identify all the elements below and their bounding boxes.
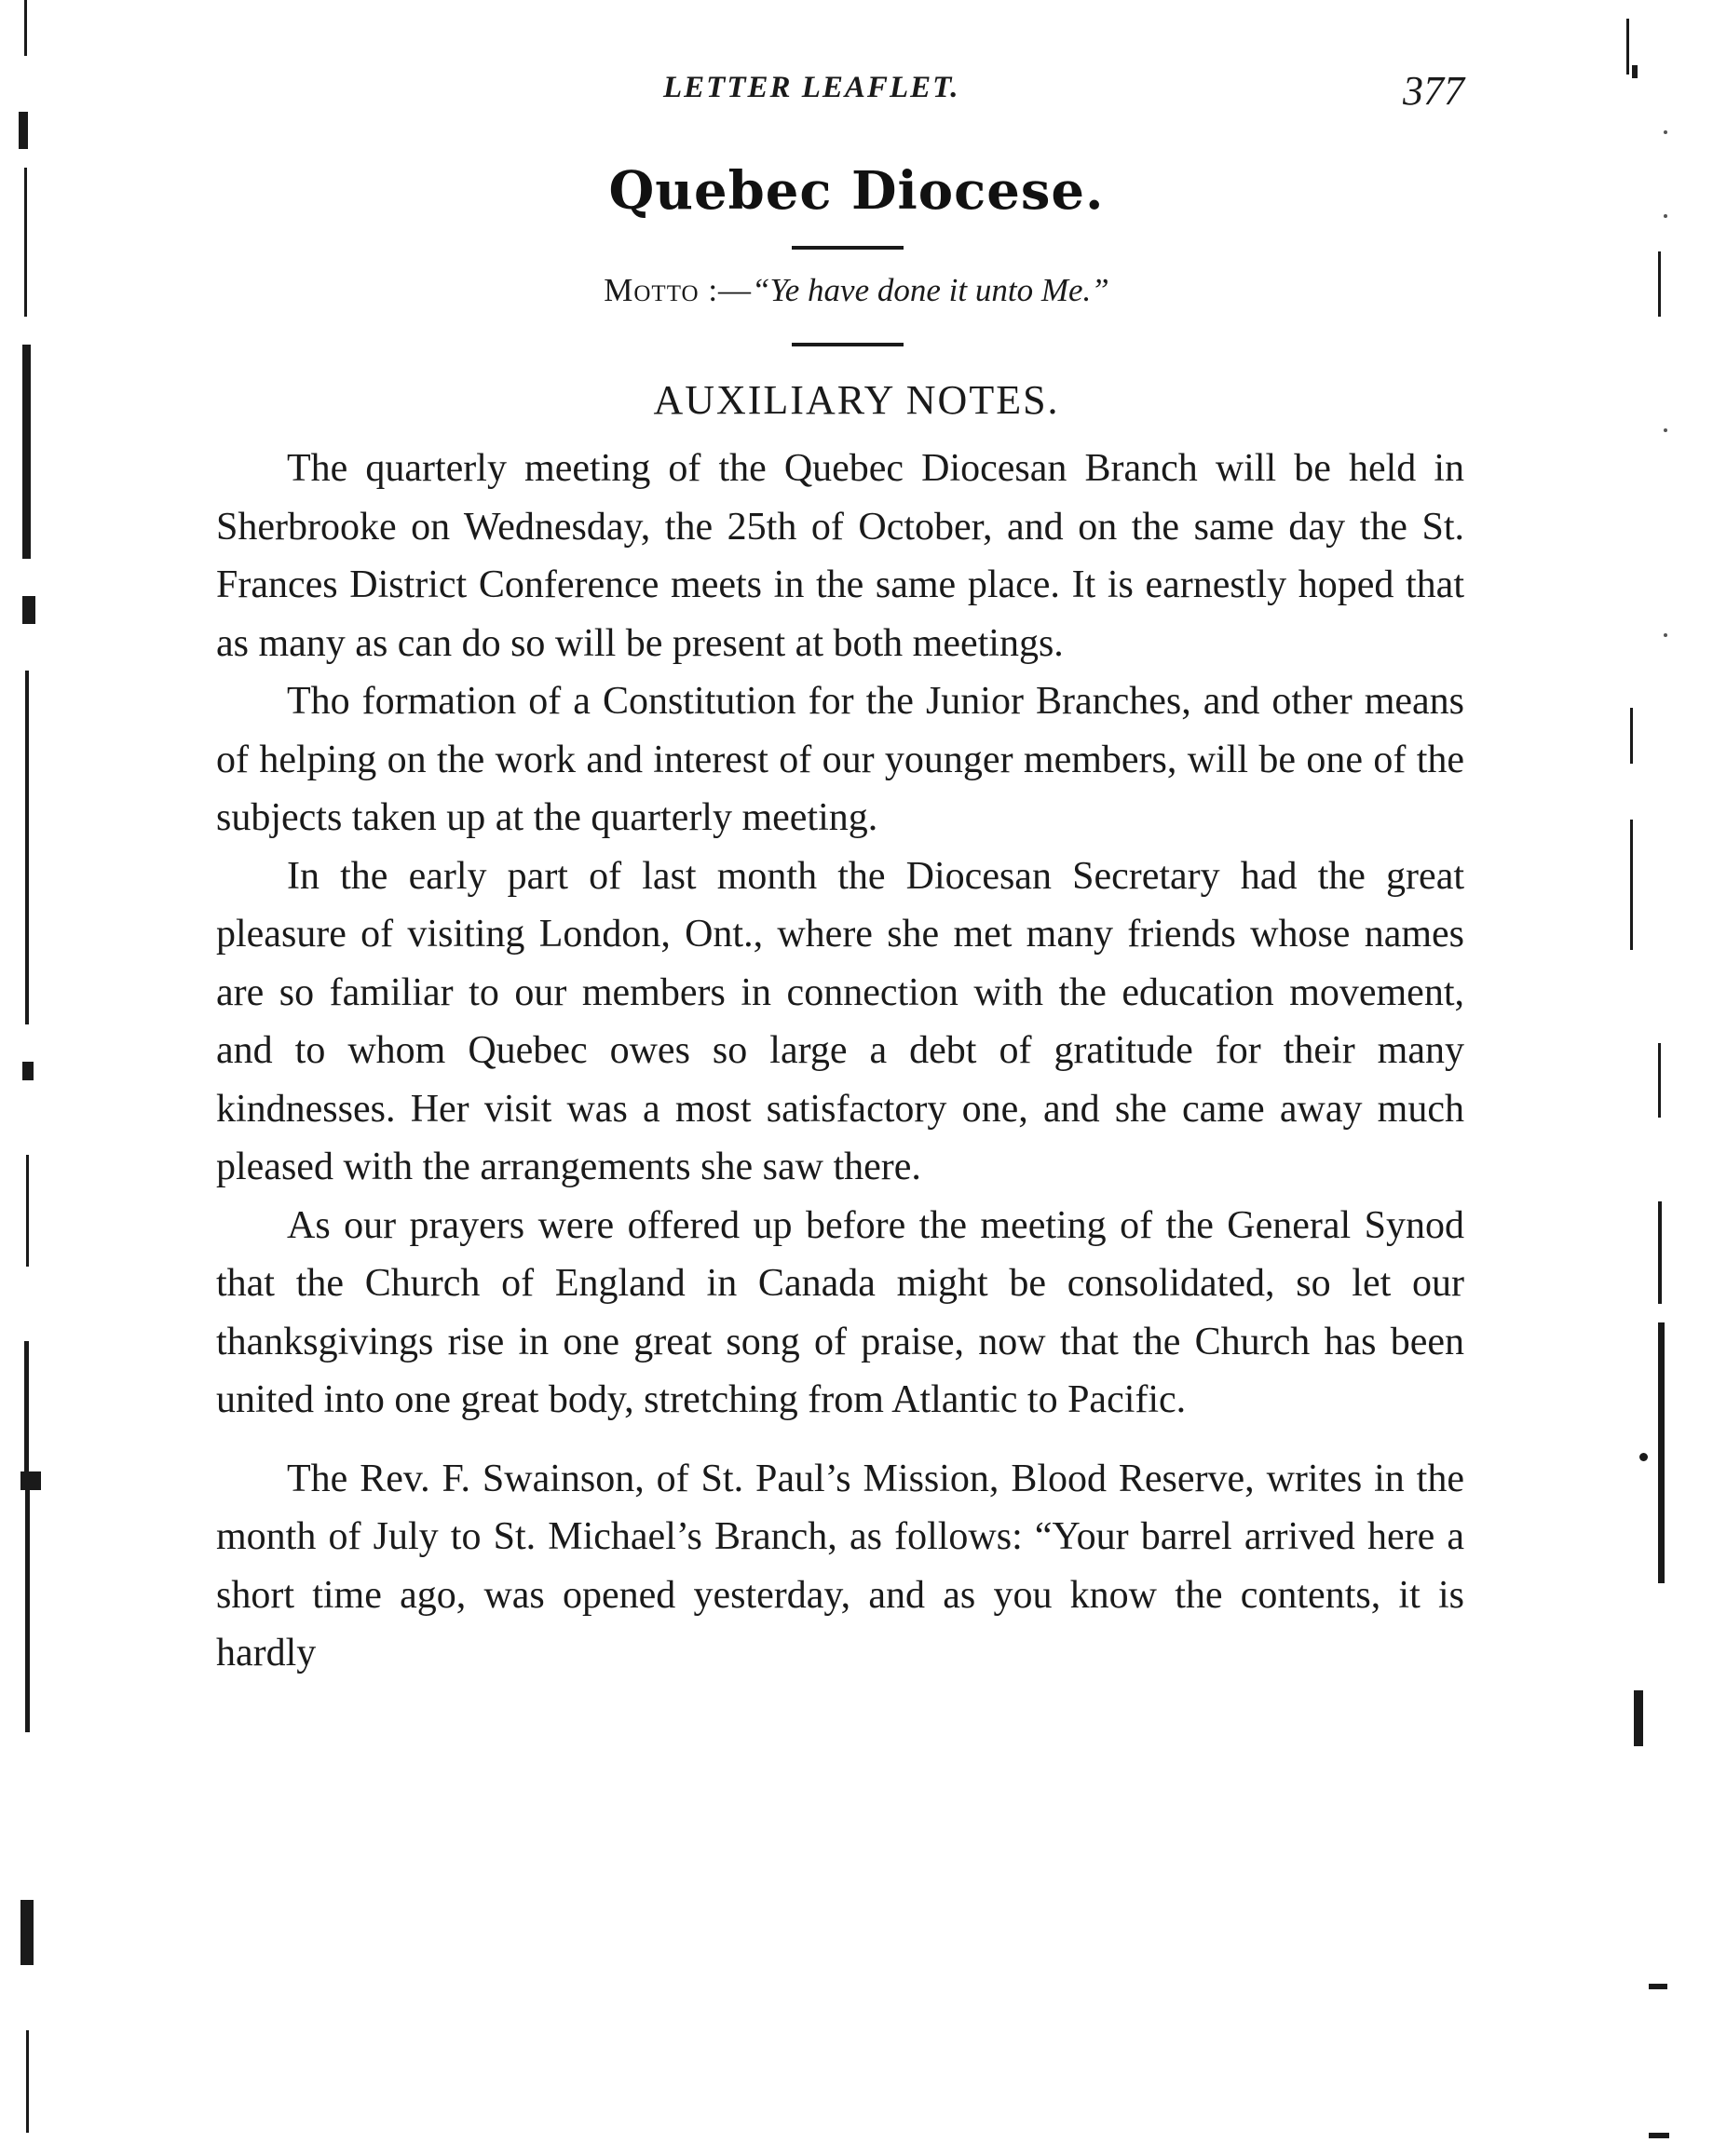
right-binding-edge: [1621, 0, 1705, 2156]
paragraph-junior-branches: Tho formation of a Constitution for the Junior Branches, and other means of helping on the work and interest of our younger members, will be one of the subjects taken up at the quarterly meeting.: [216, 680, 1464, 839]
running-head: LETTER LEAFLET.: [663, 71, 960, 104]
section-heading: AUXILIARY NOTES.: [653, 377, 1060, 423]
paragraph-general-synod: As our prayers were offered up before the meeting of the General Synod that the Church of England in Canada might be consolidated, so let our thanksgivings rise in one great song of praise, now that the Church has been united into one great body, stretching from Atlantic to Pacific.: [216, 1203, 1464, 1421]
title-rule: [792, 246, 904, 250]
motto-lead: Motto :—: [604, 272, 753, 308]
article-body: [216, 440, 1464, 1683]
paragraph-quarterly-meeting: The quarterly meeting of the Quebec Diocesan Branch will be held in Sherbrooke on Wednesday, the 25th of October, and on the same day the St. Frances District Conference meets in the same place. It is earnestly hoped that as many as can do so will be present at both meetings.: [216, 447, 1464, 665]
motto-quote: “Ye have done it unto Me.”: [752, 272, 1109, 308]
motto: [0, 272, 1713, 309]
left-binding-edge: [17, 0, 54, 2156]
motto-rule: [792, 343, 904, 346]
paragraph-secretary-visit: In the early part of last month the Diocesan Secretary had the great pleasure of visiting London, Ont., where she met many friends whose names are so familiar to our members in connection with the education movement, and to whom Quebec owes so large a debt of gratitude for their many kindnesses. Her visit was a most satisfactory one, and she came away much pleased with the arrangements she saw there.: [216, 854, 1464, 1188]
page-number: 377: [1403, 68, 1464, 114]
paragraph-swainson-letter: The Rev. F. Swainson, of St. Paul’s Mission, Blood Reserve, writes in the month of July to St. Michael’s Branch, as follows: “Your barrel arrived here a short time ago, was opened yesterday, and as you know the contents, it is hardly: [216, 1457, 1464, 1675]
page-header: [216, 67, 1464, 123]
page-title: Quebec Diocese.: [608, 160, 1105, 222]
